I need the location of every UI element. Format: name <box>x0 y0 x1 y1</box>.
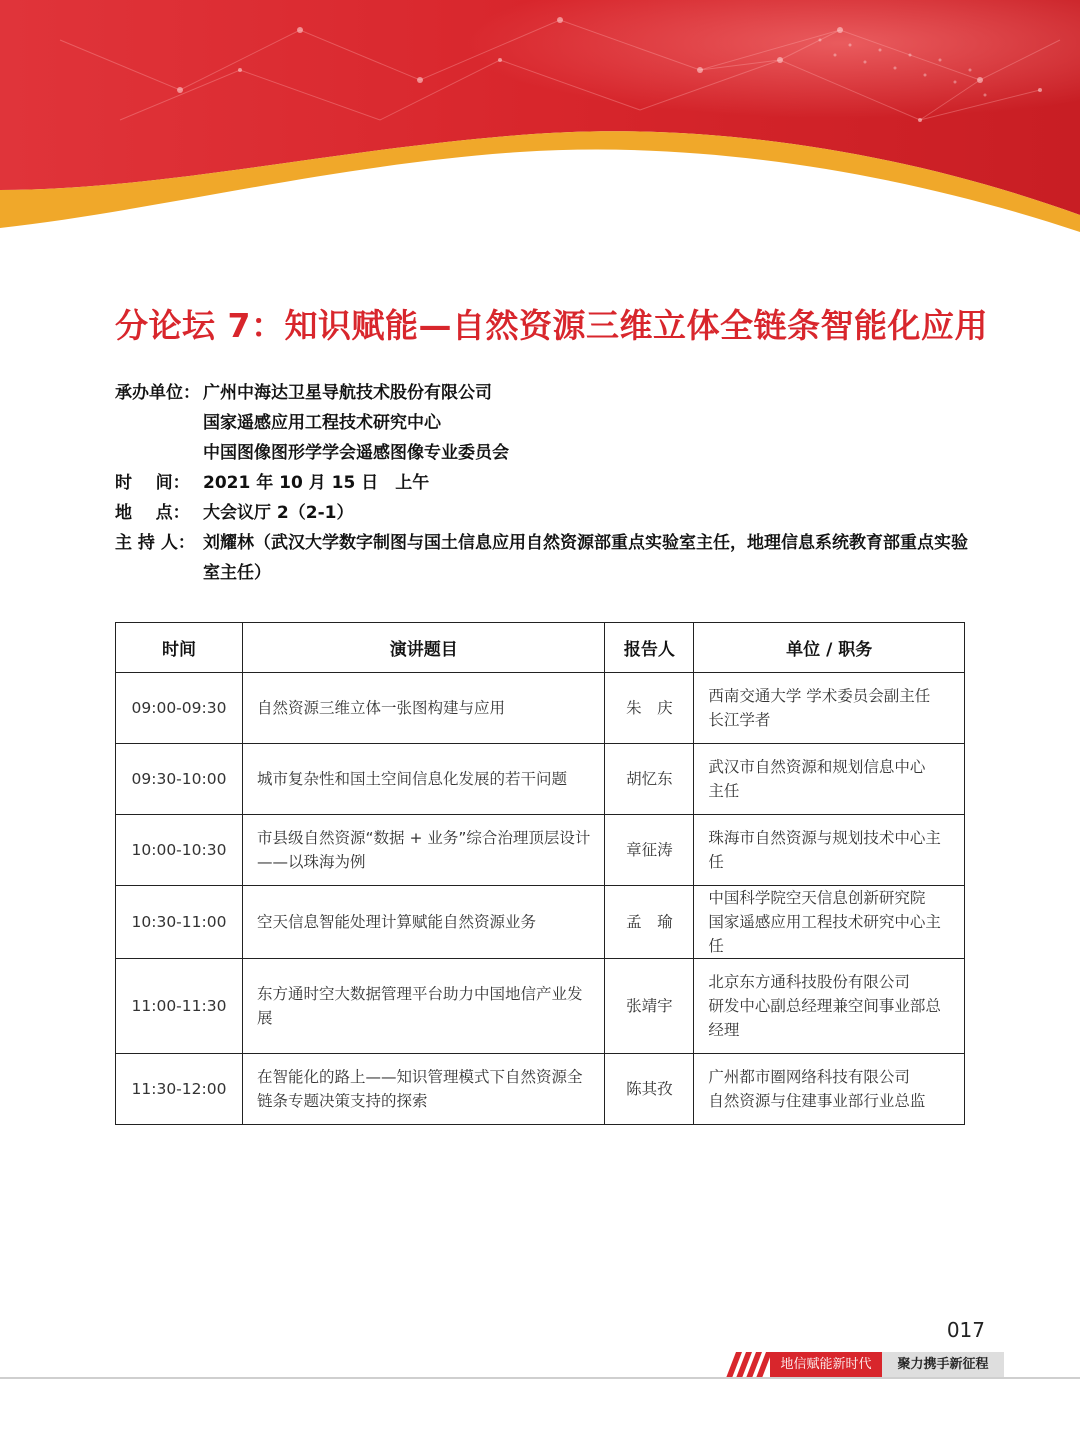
cell-time: 10:00-10:30 <box>116 815 243 886</box>
organizer-row <box>115 378 975 468</box>
table-row <box>116 1054 965 1125</box>
cell-speaker: 陈其孜 <box>605 1054 694 1125</box>
cell-speaker: 胡忆东 <box>605 744 694 815</box>
header-speaker: 报告人 <box>605 623 694 673</box>
table-row <box>116 744 965 815</box>
cell-speaker: 孟 瑜 <box>605 886 694 959</box>
cell-topic: 在智能化的路上——知识管理模式下自然资源全链条专题决策支持的探索 <box>242 1054 604 1125</box>
header-org: 单位 / 职务 <box>694 623 965 673</box>
cell-time: 11:00-11:30 <box>116 959 243 1054</box>
cell-topic: 市县级自然资源“数据 + 业务”综合治理顶层设计——以珠海为例 <box>242 815 604 886</box>
venue-label: 地 点： <box>115 503 190 523</box>
organizer-list <box>203 378 975 468</box>
cell-org: 西南交通大学 学术委员会副主任 长江学者 <box>694 673 965 744</box>
cell-org: 武汉市自然资源和规划信息中心 主任 <box>694 744 965 815</box>
footer-slogan-right: 聚力携手新征程 <box>882 1352 1004 1378</box>
cell-time: 10:30-11:00 <box>116 886 243 959</box>
organizer-label: 承办单位： <box>115 383 200 403</box>
time-row <box>115 468 975 498</box>
cell-org: 广州都市圈网络科技有限公司 自然资源与住建事业部行业总监 <box>694 1054 965 1125</box>
forum-info <box>115 378 975 588</box>
cell-topic: 城市复杂性和国土空间信息化发展的若干问题 <box>242 744 604 815</box>
table-row <box>116 959 965 1054</box>
cell-speaker: 章征涛 <box>605 815 694 886</box>
cell-org: 珠海市自然资源与规划技术中心主任 <box>694 815 965 886</box>
host-value: 刘耀林（武汉大学数字制图与国土信息应用自然资源部重点实验室主任，地理信息系统教育部重点实验室主任） <box>203 533 968 583</box>
cell-topic: 东方通时空大数据管理平台助力中国地信产业发展 <box>242 959 604 1054</box>
footer-slogan <box>700 1352 1005 1378</box>
header-time: 时间 <box>116 623 243 673</box>
host-label: 主 持 人： <box>115 533 195 553</box>
schedule-table <box>115 622 965 1125</box>
table-row <box>116 673 965 744</box>
header-banner <box>0 0 1080 240</box>
cell-time: 11:30-12:00 <box>116 1054 243 1125</box>
organizer-item: 国家遥感应用工程技术研究中心 <box>203 413 441 433</box>
stripes-decoration <box>718 1352 772 1378</box>
cell-topic: 自然资源三维立体一张图构建与应用 <box>242 673 604 744</box>
table-header-row <box>116 623 965 673</box>
venue-value: 大会议厅 2（2-1） <box>203 503 354 523</box>
page-number: 017 <box>946 1318 985 1342</box>
venue-row <box>115 498 975 528</box>
page-title: 分论坛 7：知识赋能—自然资源三维立体全链条智能化应用 <box>115 306 988 345</box>
table-row <box>116 886 965 959</box>
organizer-item: 广州中海达卫星导航技术股份有限公司 <box>203 383 492 403</box>
cell-time: 09:30-10:00 <box>116 744 243 815</box>
cell-time: 09:00-09:30 <box>116 673 243 744</box>
cell-speaker: 朱 庆 <box>605 673 694 744</box>
footer-divider <box>0 1377 1080 1379</box>
table-row <box>116 815 965 886</box>
time-value: 2021 年 10 月 15 日 上午 <box>203 473 430 493</box>
cell-topic: 空天信息智能处理计算赋能自然资源业务 <box>242 886 604 959</box>
organizer-item: 中国图像图形学学会遥感图像专业委员会 <box>203 443 509 463</box>
cell-org: 北京东方通科技股份有限公司 研发中心副总经理兼空间事业部总经理 <box>694 959 965 1054</box>
cell-org: 中国科学院空天信息创新研究院 国家遥感应用工程技术研究中心主任 <box>694 886 965 959</box>
cell-speaker: 张靖宇 <box>605 959 694 1054</box>
host-row <box>115 528 975 588</box>
header-topic: 演讲题目 <box>242 623 604 673</box>
time-label: 时 间： <box>115 473 190 493</box>
footer-slogan-left: 地信赋能新时代 <box>770 1352 882 1378</box>
